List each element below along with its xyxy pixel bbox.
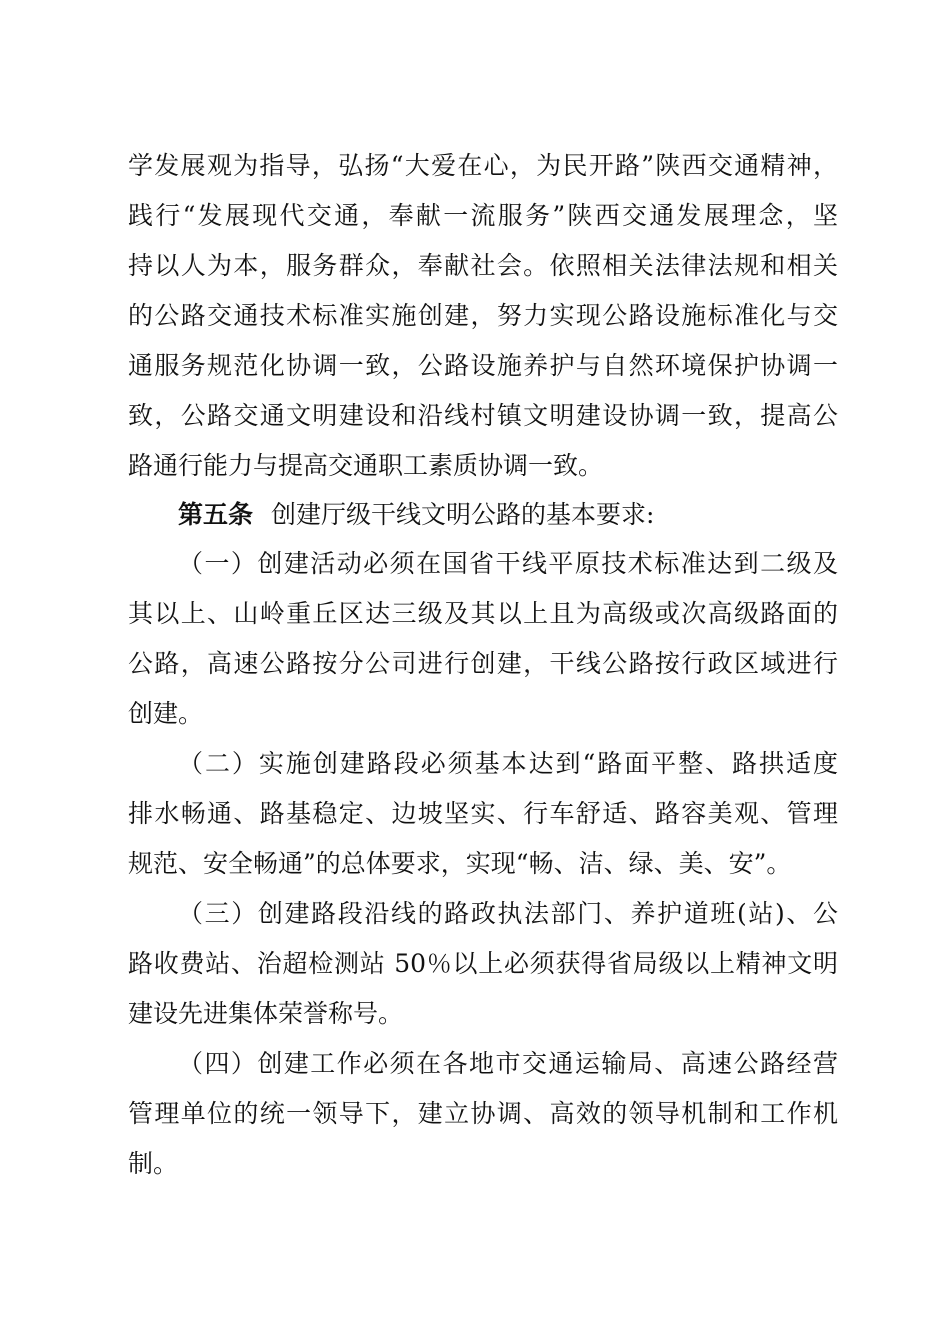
clause-line: （四）创建工作必须在各地市交通运输局、高速公路经营 — [178, 1049, 838, 1078]
clause-line: 公路，高速公路按分公司进行创建，干线公路按行政区域进行 — [128, 649, 838, 678]
clause-line: 创建。 — [128, 699, 204, 728]
body-line: 致，公路交通文明建设和沿线村镇文明建设协调一致，提高公 — [128, 401, 838, 430]
clause-line: （一）创建活动必须在国省干线平原技术标准达到二级及 — [178, 549, 838, 578]
clause-line: 排水畅通、路基稳定、边坡坚实、行车舒适、路容美观、管理 — [128, 799, 838, 828]
body-line: 路通行能力与提高交通职工素质协调一致。 — [128, 451, 604, 480]
clause-line: 制。 — [128, 1149, 179, 1178]
article-label: 第五条 — [178, 500, 254, 529]
clause-line: 管理单位的统一领导下，建立协调、高效的领导机制和工作机 — [128, 1099, 838, 1128]
clause-line: 规范、安全畅通”的总体要求，实现“畅、洁、绿、美、安”。 — [128, 849, 792, 878]
clause-line: （二）实施创建路段必须基本达到“路面平整、路拱适度 — [178, 749, 838, 778]
body-line: 通服务规范化协调一致，公路设施养护与自然环境保护协调一 — [128, 351, 838, 380]
article-text: 创建厅级干线文明公路的基本要求: — [271, 500, 655, 529]
clause-line: 其以上、山岭重丘区达三级及其以上且为高级或次高级路面的 — [128, 599, 838, 628]
article-heading — [178, 489, 838, 541]
clause-line: 路收费站、治超检测站 50％以上必须获得省局级以上精神文明 — [128, 949, 838, 978]
body-line: 学发展观为指导，弘扬“大爱在心，为民开路”陕西交通精神， — [128, 151, 838, 180]
body-line: 的公路交通技术标准实施创建，努力实现公路设施标准化与交 — [128, 301, 838, 330]
body-line: 持以人为本，服务群众，奉献社会。依照相关法律法规和相关 — [128, 251, 838, 280]
clause-line: （三）创建路段沿线的路政执法部门、养护道班(站)、公 — [178, 899, 838, 928]
clause-line: 建设先进集体荣誉称号。 — [128, 999, 404, 1028]
body-line: 践行“发展现代交通，奉献一流服务”陕西交通发展理念，坚 — [128, 201, 838, 230]
